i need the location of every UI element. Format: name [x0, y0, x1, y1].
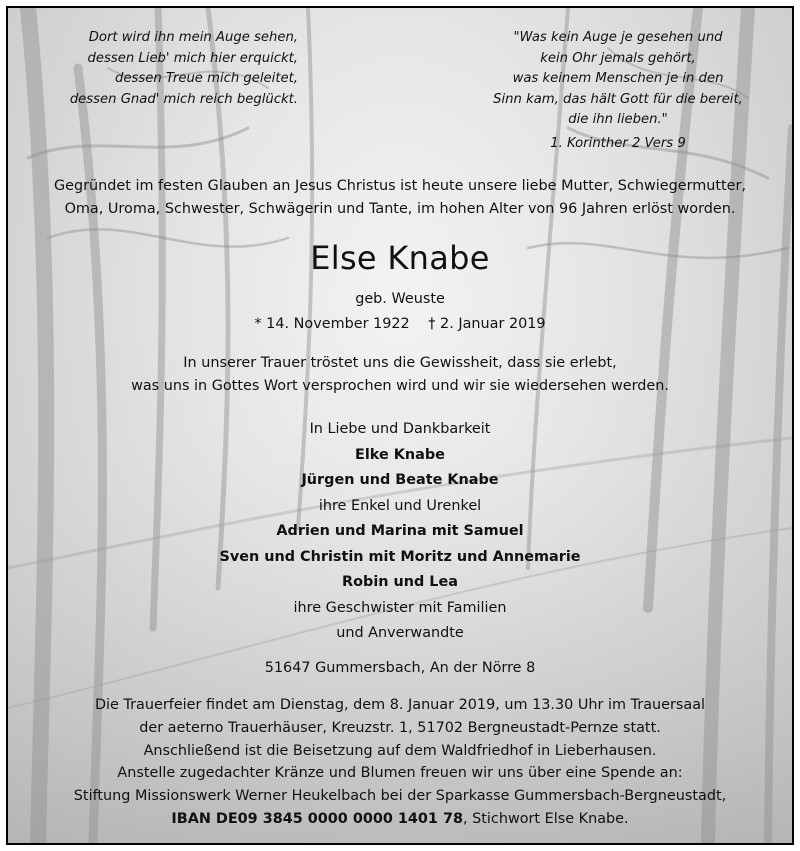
obituary-frame: [6, 6, 794, 845]
verse-right-line: die ihn lieben.": [568, 112, 668, 127]
grandchild-name: Robin und Lea: [342, 574, 458, 590]
service-line: Stiftung Missionswerk Werner Heukelbach bei der Sparkasse Gummersbach-Bergneustadt,: [73, 788, 727, 805]
family-opening: In Liebe und Dankbarkeit: [309, 421, 491, 437]
donation-line: [8, 808, 792, 831]
grandchild-name: Sven und Christin mit Moritz und Annemarie: [219, 548, 581, 565]
relatives-label: und Anverwandte: [336, 625, 464, 641]
comfort-text: [8, 352, 792, 398]
service-info: [8, 694, 792, 831]
intro-line: Gegründet im festen Glauben an Jesus Christus ist heute unsere liebe Mutter, Schwiegermutter,: [53, 178, 747, 194]
verse-reference: 1. Korinther 2 Vers 9: [550, 135, 686, 151]
intro-line: Oma, Uroma, Schwester, Schwägerin und Tante, im hohen Alter von 96 Jahren erlöst worden.: [64, 201, 736, 217]
death-date: † 2. Januar 2019: [428, 316, 546, 332]
service-line: Die Trauerfeier findet am Dienstag, dem 8. Januar 2019, um 13.30 Uhr im Trauersaal: [94, 697, 706, 713]
verse-left-line: dessen Gnad' mich reich beglückt.: [69, 91, 298, 107]
child-name: Jürgen und Beate Knabe: [301, 472, 499, 488]
grandchild-name: Adrien und Marina mit Samuel: [276, 523, 524, 539]
verse-right: [478, 28, 758, 154]
verse-left-line: dessen Treue mich geleitet,: [114, 71, 298, 86]
comfort-line: In unserer Trauer tröstet uns die Gewissheit, dass sie erlebt,: [183, 355, 617, 371]
birth-date: * 14. November 1922: [254, 316, 410, 332]
deceased-name: Else Knabe: [310, 239, 490, 277]
verse-right-line: Sinn kam, das hält Gott für die bereit,: [493, 91, 743, 107]
birth-name: geb. Weuste: [355, 291, 445, 307]
donation-keyword: , Stichwort Else Knabe.: [462, 810, 629, 827]
iban-number: IBAN DE09 3845 0000 0000 1401 78: [171, 810, 463, 827]
family-address: 51647 Gummersbach, An der Nörre 8: [264, 660, 536, 676]
verse-right-line: kein Ohr jemals gehört,: [540, 50, 696, 66]
life-dates: [8, 314, 792, 334]
siblings-label: ihre Geschwister mit Familien: [293, 599, 507, 616]
obituary-paper: [8, 8, 792, 843]
comfort-line: was uns in Gottes Wort versprochen wird und wir sie wiedersehen werden.: [131, 378, 669, 394]
service-line: der aeterno Trauerhäuser, Kreuzstr. 1, 51702 Bergneustadt-Pernze statt.: [139, 719, 661, 736]
verse-right-line: "Was kein Auge je gesehen und: [513, 30, 723, 45]
verse-left-line: dessen Lieb' mich hier erquickt,: [87, 50, 298, 66]
grandchildren-label: ihre Enkel und Urenkel: [318, 497, 482, 514]
child-name: Elke Knabe: [355, 446, 445, 463]
verse-left-line: Dort wird ihn mein Auge sehen,: [88, 30, 298, 45]
verse-right-line: was keinem Menschen je in den: [512, 71, 724, 86]
service-line: Anschließend ist die Beisetzung auf dem Waldfriedhof in Lieberhausen.: [143, 742, 657, 759]
intro-text: [8, 175, 792, 221]
service-line: Anstelle zugedachter Kränze und Blumen freuen wir uns über eine Spende an:: [117, 765, 683, 782]
family-signatures: [8, 417, 792, 647]
verse-left: [48, 28, 298, 110]
